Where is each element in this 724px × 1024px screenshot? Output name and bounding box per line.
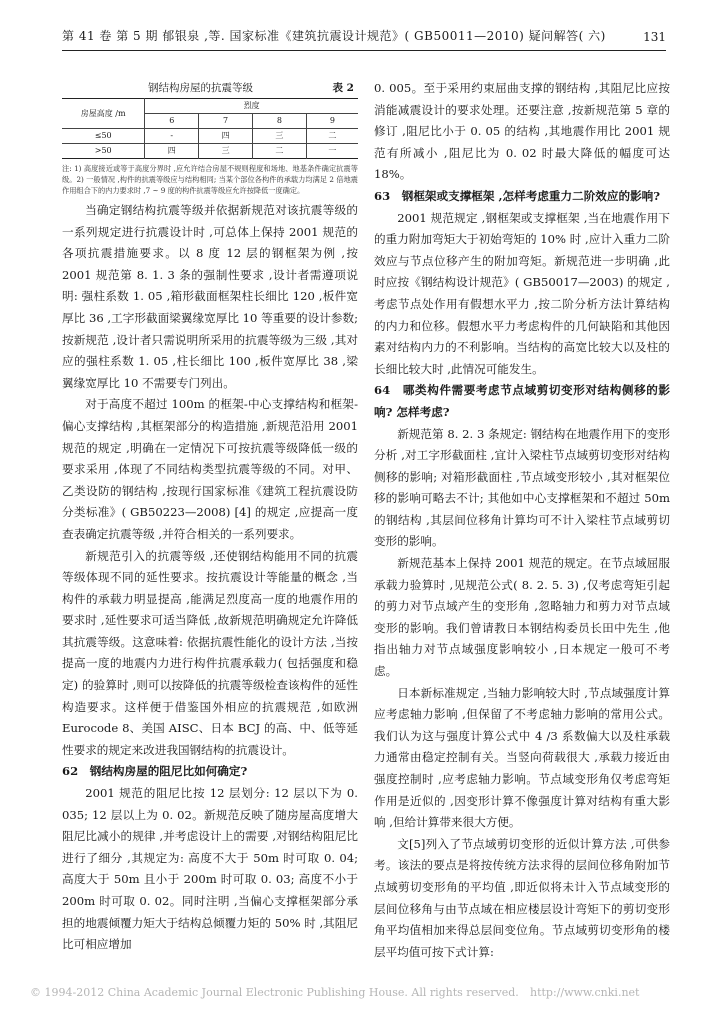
table-header-intensity: 烈度 (145, 99, 358, 114)
table-cell: 二 (306, 129, 358, 144)
question-heading: 63 钢框架或支撑框架 ,怎样考虑重力二阶效应的影响? (374, 188, 661, 203)
table-cell: 二 (252, 144, 306, 159)
table-intensity-cell: 8 (252, 114, 306, 129)
table-header-height: 房屋高度 /m (62, 99, 145, 129)
table-intensity-cell: 7 (199, 114, 253, 129)
body-paragraph: 2001 规范的阻尼比按 12 层划分: 12 层以下为 0. 035; 12 层以上为 0. 02。新规范反映了随房屋高度增大阻尼比减小的规律 ,并考虑设计上的需要 ,对钢结构阻尼比进行了细分 ,其规定为: 高度不大于 50m 时可取 0. 04; 高度大于 50m 且小于 200m 时可取 0. 03; 高度不小于 200m 时可取 0. 02。同时注明 ,当偏心支撑框架部分承担的地震倾覆力矩大于结构总倾覆力矩的 50% 时 ,其阻尼比可相应增加 (62, 786, 358, 952)
table-row-height: ≤50 (62, 129, 145, 144)
body-paragraph: 日本新标准规定 ,当轴力影响较大时 ,节点域强度计算应考虑轴力影响 ,但保留了不考虑轴力影响的常用公式。我们认为这与强度计算公式中 4 /3 系数偏大以及柱承载力通常由稳定控制有关。当竖向荷载很大 ,承载力接近由强度控制时 ,应考虑轴力影响。节点域变形角仅考虑弯矩作用是近似的 ,因变形计算不像强度计算对结构有重大影响 ,但给计算带来很大方便。 (374, 685, 670, 830)
seismic-grade-table (62, 98, 358, 159)
footer-link[interactable]: http://www.cnki.net (530, 986, 640, 999)
table-row (62, 144, 358, 159)
copyright-text: © 1994-2012 China Academic Journal Electronic Publishing House. All rights reserved. (30, 986, 519, 999)
table-title: 钢结构房屋的抗震等级 (148, 82, 253, 94)
table-intensity-cell: 9 (306, 114, 358, 129)
body-paragraph: 新规范引入的抗震等级 ,还使钢结构能用不同的抗震等级体现不同的延性要求。按抗震设计等能量的概念 ,当构件的承载力明显提高 ,能满足烈度高一度的地震作用的要求时 ,延性要求可适当降低 ,故新规范明确规定允许降低其抗震等级。这意味着: 依据抗震性能化的设计方法 ,当按提高一度的地震内力进行构件抗震承载力( 包括强度和稳定) 的验算时 ,则可以按降低的抗震等级检查该构件的延性构造要求。这样便于借鉴国外相应的抗震规范 ,如欧洲 Eurocode 8、美国 AISC、日本 BCJ 的高、中、低等延性要求的规定来改进我国钢结构的抗震设计。 (62, 548, 358, 757)
header-journal-info: 第 41 卷 第 5 期 郁银泉 ,等. 国家标准《建筑抗震设计规范》( GB50011—2010) 疑问解答( 六) (62, 29, 606, 43)
copyright-footer (30, 986, 710, 999)
table-cell: 四 (145, 144, 199, 159)
table-note: 注: 1) 高度接近或等于高度分界时 ,应允许结合房屋不规则程度和场地、地基条件确定抗震等级。2) 一般情况 ,构件的抗震等级应与结构相同; 当某个部位各构件的承载力均满足 2 倍地震作用组合下的内力要求时 ,7 ~ 9 度的构件抗震等级应允许按降低一度确定。 (62, 164, 358, 195)
body-paragraph: 2001 规范规定 ,钢框架或支撑框架 ,当在地震作用下的重力附加弯矩大于初始弯矩的 10% 时 ,应计入重力二阶效应与节点位移产生的附加弯矩。新规范进一步明确 ,此时应按《钢结构设计规范》( GB50017—2003) 的规定 ,考虑节点处作用有假想水平力 ,按二阶分析方法计算结构的内力和位移。假想水平力考虑构件的几何缺陷和其他因素对结构内力的不利影响。当结构的高宽比较大以及柱的长细比较大时 ,此情况可能发生。 (374, 210, 670, 376)
running-header (62, 22, 666, 51)
body-paragraph: 文[5]列入了节点域剪切变形的近似计算方法 ,可供参考。该法的要点是将按传统方法求得的层间位移角附加节点域剪切变形角的平均值 ,即近似将未计入节点域变形的层间位移角与由节点域在相应楼层设计弯矩下的剪切变形角平均值相加来得总层间变位角。节点域剪切变形角的楼层平均值可按下式计算: (374, 836, 670, 959)
body-paragraph: 对于高度不超过 100m 的框架-中心支撑结构和框架-偏心支撑结构 ,其框架部分的构造措施 ,新规范沿用 2001 规范的规定 ,明确在一定情况下可按抗震等级降低一级的要求采用 ,体现了不同结构类型抗震等级的不同。对甲、乙类设防的钢结构 ,按现行国家标准《建筑工程抗震设防分类标准》( GB50223—2008) [4] 的规定 ,应提高一度查表确定抗震等级 ,并符合相关的一系列要求。 (62, 397, 358, 541)
table-row-height: >50 (62, 144, 145, 159)
table-intensity-cell: 6 (145, 114, 199, 129)
body-paragraph: 当确定钢结构抗震等级并依据新规范对该抗震等级的一系列规定进行抗震设计时 ,可总体上保持 2001 规范的各项抗震措施要求。以 8 度 12 层的钢框架为例 ,按 2001 规范第 8. 1. 3 条的强制性要求 ,设计者需遵项说明: 强柱系数 1. 05 ,箱形截面框架柱长细比 120 ,板件宽厚比 36 ,工字形截面梁翼缘宽厚比 10 等重要的设计参数; 按新规范 ,设计者只需说明所采用的抗震等级为三级 ,其对应的强柱系数 1. 05 ,柱长细比 100 ,板件宽厚比 38 ,梁翼缘宽厚比 10 不需要专门列出。 (62, 203, 358, 390)
table-caption (62, 78, 358, 98)
table-cell: - (145, 129, 199, 144)
body-paragraph: 新规范第 8. 2. 3 条规定: 钢结构在地震作用下的变形分析 ,对工字形截面柱 ,宜计入梁柱节点域剪切变形对结构侧移的影响; 对箱形截面柱 ,节点域变形较小 ,其对框架位移的影响可略去不计; 其他如中心支撑框架和不超过 50m 的钢结构 ,其层间位移角计算均可不计入梁柱节点域剪切变形的影响。 (374, 426, 670, 549)
left-column (62, 78, 358, 956)
table-row (62, 129, 358, 144)
body-paragraph: 新规范基本上保持 2001 规范的规定。在节点域屈服承载力验算时 ,见规范公式( 8. 2. 5. 3) ,仅考虑弯矩引起的剪力对节点域产生的变形角 ,忽略轴力和剪力对节点域变形的影响。我们曾请教日本钢结构委员长田中先生 ,他指出轴力对节点域强度影响较小 ,日本规定一般可不考虑。 (374, 556, 670, 679)
table-cell: 一 (306, 144, 358, 159)
table-cell: 三 (252, 129, 306, 144)
question-heading: 64 哪类构件需要考虑节点域剪切变形对结构侧移的影响? 怎样考虑? (374, 383, 670, 419)
question-heading: 62 钢结构房屋的阻尼比如何确定? (62, 764, 248, 779)
body-paragraph: 0. 005。至于采用约束屈曲支撑的钢结构 ,其阻尼比应按消能减震设计的要求处理。还要注意 ,按新规范第 5 章的修订 ,阻尼比小于 0. 05 的结构 ,其地震作用比 2001 规范有所减小 ,阻尼比为 0. 02 时最大降低的幅度可达 18%。 (374, 81, 670, 182)
table-cell: 四 (199, 129, 253, 144)
page-number: 131 (643, 30, 666, 44)
table-cell: 三 (199, 144, 253, 159)
table-number: 表 2 (332, 82, 354, 94)
right-column (374, 78, 670, 963)
